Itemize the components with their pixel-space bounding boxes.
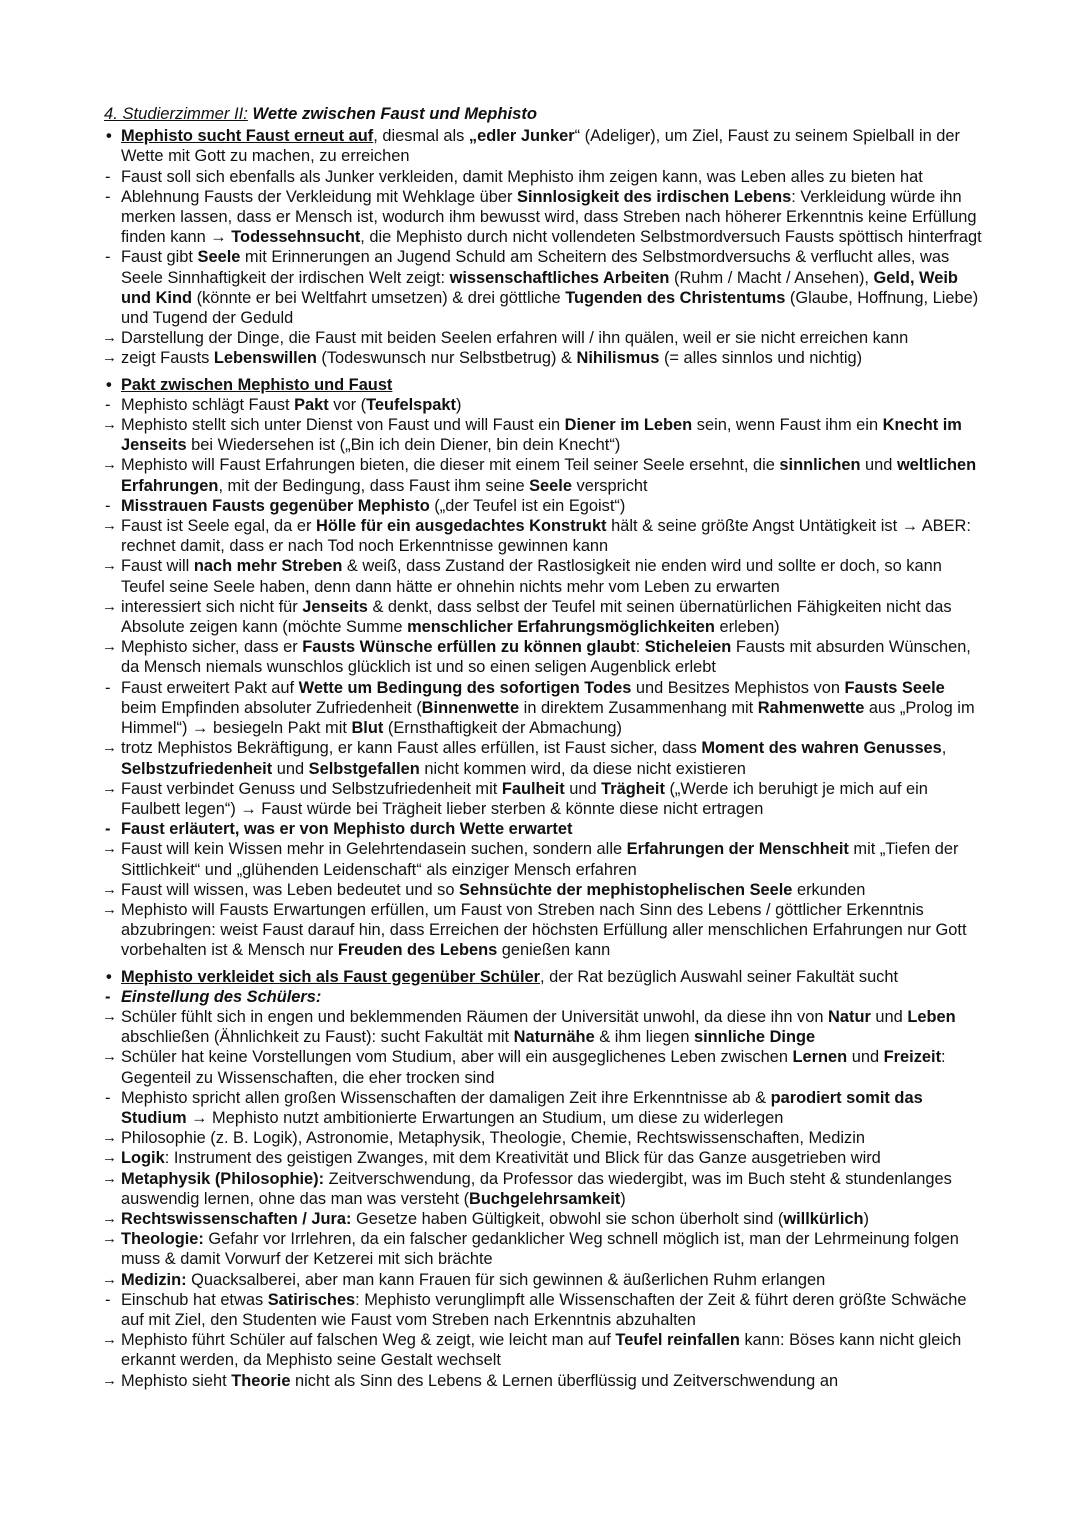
note-keyword: Seele bbox=[529, 476, 572, 495]
note-line bbox=[104, 1047, 984, 1087]
note-keyword: Freizeit bbox=[883, 1048, 942, 1067]
note-text: Gesetze haben Gültigkeit, obwohl sie schon überholt sind ( bbox=[351, 1209, 784, 1228]
note-text: Ablehnung Fausts der Verkleidung mit Wehklage über bbox=[121, 187, 518, 206]
note-keyword: Sinnlosigkeit des irdischen Lebens bbox=[517, 187, 792, 206]
note-keyword: Theologie: bbox=[121, 1230, 204, 1249]
note-text: , bbox=[941, 739, 947, 758]
note-line bbox=[104, 738, 984, 778]
note-keyword: Satirisches bbox=[267, 1290, 356, 1309]
note-text: Gefahr vor Irrlehren, da ein falscher gedanklicher Weg schnell möglich ist, man der Lehrmeinung folgen muss & damit Vorwurf der Ketzerei mit sich brächte bbox=[121, 1230, 959, 1269]
note-text: , mit der Bedingung, dass Faust ihm seine bbox=[218, 476, 530, 495]
note-line bbox=[104, 1007, 984, 1047]
note-text: und Besitzes Mephistos von bbox=[631, 678, 845, 697]
note-line bbox=[104, 779, 984, 819]
note-line bbox=[104, 516, 984, 556]
note-line bbox=[104, 1270, 984, 1290]
arrow-right-icon: → bbox=[102, 1007, 117, 1025]
note-keyword: Faust erläutert, was er von Mephisto durch Wette erwartet bbox=[121, 820, 573, 839]
note-text: Faust verbindet Genuss und Selbstzufriedenheit mit bbox=[121, 779, 502, 798]
note-keyword: Freuden des Lebens bbox=[337, 941, 498, 960]
note-text: , diesmal als bbox=[373, 127, 469, 146]
note-text: , die Mephisto durch nicht vollendeten Selbstmordversuch Fausts spöttisch hinterfragt bbox=[360, 228, 982, 247]
note-text: mit Erinnerungen an Jugend Schuld am Scheitern des Selbstmordversuchs & verflucht alles, was Seele Sinnhaftigkeit der irdischen Welt zeigt: bbox=[121, 248, 950, 287]
arrow-right-icon: → bbox=[102, 349, 117, 367]
note-text: hält & seine größte Angst Untätigkeit ist → ABER: rechnet damit, dass er nach Tod noch Erkenntnisse gewinnen kann bbox=[121, 517, 971, 556]
note-text: Mephisto sieht bbox=[121, 1371, 232, 1390]
note-text: und bbox=[564, 779, 602, 798]
note-keyword: Fausts Wünsche erfüllen zu können glaubt bbox=[302, 638, 636, 657]
note-keyword: Faulheit bbox=[501, 779, 565, 798]
note-keyword: Pakt zwischen Mephisto und Faust bbox=[121, 375, 393, 394]
note-line bbox=[104, 395, 984, 415]
note-keyword: Theorie bbox=[231, 1371, 291, 1390]
note-text: (Todeswunsch nur Selbstbetrug) & bbox=[316, 349, 577, 368]
note-text: sein, wenn Faust ihm ein bbox=[692, 416, 883, 435]
section-title-main: Wette zwischen Faust und Mephisto bbox=[247, 104, 538, 123]
note-keyword: Leben bbox=[907, 1007, 956, 1026]
note-keyword: Sticheleien bbox=[644, 638, 732, 657]
bullet-dash-icon: - bbox=[105, 167, 111, 186]
note-text: & weiß, dass Zustand der Rastlosigkeit nie enden wird und sollte er doch, so kann Teufel seine Seele haben, denn dann hätte er ohnehin nichts mehr vom Leben zu erwarten bbox=[121, 557, 942, 596]
arrow-right-icon: → bbox=[102, 1169, 117, 1187]
note-text: : Gegenteil zu Wissenschaften, die eher trocken sind bbox=[121, 1048, 946, 1087]
note-text: Schüler hat keine Vorstellungen vom Studium, aber will ein ausgeglichenes Leben zwischen bbox=[121, 1048, 793, 1067]
note-keyword: Mephisto sucht Faust erneut auf bbox=[121, 127, 374, 146]
note-keyword: Selbstzufriedenheit bbox=[121, 759, 273, 778]
arrow-right-icon: → bbox=[102, 517, 117, 535]
note-text: Faust gibt bbox=[121, 248, 198, 267]
note-text: (Ernsthaftigkeit der Abmachung) bbox=[383, 719, 623, 738]
note-text: und bbox=[847, 1048, 884, 1067]
note-keyword: Blut bbox=[351, 719, 384, 738]
note-keyword: Nihilismus bbox=[576, 349, 660, 368]
note-keyword: menschlicher Erfahrungsmöglichkeiten bbox=[407, 618, 715, 637]
note-line bbox=[104, 637, 984, 677]
note-text: („der Teufel ist ein Egoist“) bbox=[429, 496, 626, 515]
note-text: trotz Mephistos Bekräftigung, er kann Faust alles erfüllen, ist Faust sicher, dass bbox=[121, 739, 702, 758]
note-text: Faust will bbox=[121, 557, 194, 576]
note-text: Schüler fühlt sich in engen und beklemmenden Räumen der Universität unwohl, da diese ihn von bbox=[121, 1007, 829, 1026]
note-keyword: Misstrauen Fausts gegenüber Mephisto bbox=[121, 496, 430, 515]
bullet-dash-icon: - bbox=[105, 820, 111, 839]
bullet-dash-icon: - bbox=[105, 678, 111, 697]
note-text: Faust ist Seele egal, da er bbox=[121, 517, 316, 536]
bullet-dot-icon: • bbox=[106, 127, 112, 146]
note-text: → Mephisto nutzt ambitionierte Erwartungen an Studium, um diese zu widerlegen bbox=[186, 1108, 784, 1127]
note-line bbox=[104, 678, 984, 739]
note-text: aus „Prolog im Himmel“) → besiegeln Pakt mit bbox=[121, 698, 975, 738]
note-line bbox=[104, 1169, 984, 1209]
note-text: : Mephisto verunglimpft alle Wissenschaften der Zeit & führt deren größte Schwäche auf mit Ziel, den Studenten wie Faust vom Streben nach Erkenntnis abzuhalten bbox=[121, 1290, 967, 1329]
arrow-right-icon: → bbox=[102, 1331, 117, 1349]
note-text: nicht kommen wird, da diese nicht existieren bbox=[419, 759, 746, 778]
note-line bbox=[104, 1229, 984, 1269]
note-keyword: Binnenwette bbox=[421, 698, 520, 717]
note-keyword: Sehnsüchte der mephistophelischen Seele bbox=[459, 880, 793, 899]
note-keyword: Logik bbox=[121, 1149, 165, 1168]
note-text: (Glaube, Hoffnung, Liebe) und Tugend der Geduld bbox=[121, 288, 979, 328]
arrow-right-icon: → bbox=[102, 1149, 117, 1167]
note-line bbox=[104, 1290, 984, 1330]
note-keyword: Rahmenwette bbox=[757, 698, 865, 717]
bullet-dot-icon: • bbox=[106, 375, 112, 394]
arrow-right-icon: → bbox=[102, 1270, 117, 1288]
arrow-right-icon: → bbox=[102, 329, 117, 347]
note-line bbox=[104, 1371, 984, 1391]
note-text: Darstellung der Dinge, die Faust mit beiden Seelen erfahren will / ihn quälen, weil er sie nicht erreichen kann bbox=[121, 329, 909, 348]
note-keyword: Selbstgefallen bbox=[308, 759, 420, 778]
note-keyword: Teufelspakt bbox=[366, 395, 456, 414]
note-line bbox=[104, 1148, 984, 1168]
arrow-right-icon: → bbox=[102, 1230, 117, 1248]
note-line bbox=[104, 880, 984, 900]
note-keyword: Teufel reinfallen bbox=[615, 1331, 740, 1350]
note-keyword: Rechtswissenschaften / Jura: bbox=[121, 1209, 352, 1228]
note-keyword: Todessehnsucht bbox=[231, 228, 361, 247]
bullet-dash-icon: - bbox=[105, 1088, 111, 1107]
note-text: Mephisto schlägt Faust bbox=[121, 395, 295, 414]
bullet-dash-icon: - bbox=[105, 1290, 111, 1309]
note-text: Faust will kein Wissen mehr in Gelehrtendasein suchen, sondern alle bbox=[121, 840, 627, 859]
note-keyword: Geld, Weib und Kind bbox=[121, 268, 958, 307]
arrow-right-icon: → bbox=[102, 1371, 117, 1389]
note-line bbox=[104, 126, 984, 166]
arrow-right-icon: → bbox=[102, 1209, 117, 1227]
note-text: erleben) bbox=[714, 618, 780, 637]
note-text: Mephisto spricht allen großen Wissenschaften der damaligen Zeit ihre Erkenntnisse ab & bbox=[121, 1088, 771, 1107]
note-line bbox=[104, 1330, 984, 1370]
note-keyword: Einstellung des Schülers: bbox=[121, 987, 322, 1006]
note-text: interessiert sich nicht für bbox=[121, 597, 303, 616]
note-text: und bbox=[870, 1007, 908, 1026]
note-text: Einschub hat etwas bbox=[121, 1290, 268, 1309]
note-keyword: Moment des wahren Genusses bbox=[701, 739, 942, 758]
note-text: zeigt Fausts bbox=[121, 349, 214, 368]
note-keyword: Naturnähe bbox=[513, 1028, 595, 1047]
note-text: ) bbox=[455, 395, 462, 414]
note-text: vor ( bbox=[328, 395, 367, 414]
bullet-dash-icon: - bbox=[105, 987, 111, 1006]
note-line bbox=[104, 967, 984, 987]
note-text: (Ruhm / Macht / Ansehen), bbox=[669, 268, 874, 287]
note-keyword: Tugenden des Christentums bbox=[565, 288, 786, 307]
note-text: & ihm liegen bbox=[594, 1028, 694, 1047]
arrow-right-icon: → bbox=[102, 416, 117, 434]
note-keyword: Fausts Seele bbox=[844, 678, 945, 697]
note-text: abschließen (Ähnlichkeit zu Faust): sucht Fakultät mit bbox=[121, 1028, 514, 1047]
section-title-prefix: 4. Studierzimmer II: bbox=[104, 104, 248, 123]
bullet-dot-icon: • bbox=[106, 967, 112, 986]
note-text: genießen kann bbox=[497, 941, 611, 960]
note-text: verspricht bbox=[571, 476, 648, 495]
note-text: “ (Adeliger), um Ziel, Faust zu seinem Spielball in der Wette mit Gott zu machen, zu erreichen bbox=[121, 127, 960, 166]
note-line bbox=[104, 556, 984, 596]
note-line bbox=[104, 839, 984, 879]
note-keyword: Hölle für ein ausgedachtes Konstrukt bbox=[315, 517, 607, 536]
arrow-right-icon: → bbox=[102, 900, 117, 918]
note-text: nicht als Sinn des Lebens & Lernen überflüssig und Zeitverschwendung an bbox=[290, 1371, 839, 1390]
note-keyword: Buchgelehrsamkeit bbox=[469, 1189, 621, 1208]
note-text: Faust erweitert Pakt auf bbox=[121, 678, 299, 697]
note-text: Mephisto will Faust Erfahrungen bieten, die dieser mit einem Teil seiner Seele ersehnt, die bbox=[121, 456, 780, 475]
note-text: Quacksalberei, aber man kann Frauen für sich gewinnen & äußerlichen Ruhm erlangen bbox=[186, 1270, 826, 1289]
note-text: kann: Böses kann nicht gleich erkannt werden, da Mephisto seine Gestalt wechselt bbox=[121, 1331, 962, 1370]
note-line bbox=[104, 987, 984, 1007]
note-line bbox=[104, 819, 984, 839]
note-line bbox=[104, 247, 984, 328]
note-keyword: Trägheit bbox=[601, 779, 665, 798]
note-keyword: Mephisto verkleidet sich als Faust gegenüber Schüler bbox=[121, 967, 540, 986]
note-line bbox=[104, 496, 984, 516]
note-text: : Verkleidung würde ihn merken lassen, dass er Mensch ist, wodurch ihm bewusst wird, dass Streben nach höherer Erkenntnis keine Erfüllung finden kann → bbox=[121, 187, 977, 247]
note-keyword: Erfahrungen der Menschheit bbox=[626, 840, 849, 859]
note-text: in direktem Zusammenhang mit bbox=[519, 698, 758, 717]
arrow-right-icon: → bbox=[102, 638, 117, 656]
arrow-right-icon: → bbox=[102, 1048, 117, 1066]
note-text: bei Wiedersehen ist („Bin ich dein Diener, bin dein Knecht“) bbox=[186, 436, 621, 455]
bullet-dash-icon: - bbox=[105, 395, 111, 414]
note-lines bbox=[104, 126, 984, 1391]
note-keyword: Medizin: bbox=[121, 1270, 187, 1289]
note-text: : Instrument des geistigen Zwanges, mit dem Kreativität und Blick für das Ganze ausgetrieben wird bbox=[164, 1149, 881, 1168]
note-line bbox=[104, 1088, 984, 1128]
note-keyword: willkürlich bbox=[783, 1209, 864, 1228]
bullet-dash-icon: - bbox=[105, 187, 111, 206]
arrow-right-icon: → bbox=[102, 880, 117, 898]
note-keyword: Jenseits bbox=[302, 597, 368, 616]
note-text: : bbox=[635, 638, 645, 657]
note-text: ) bbox=[620, 1189, 626, 1208]
note-line bbox=[104, 1128, 984, 1148]
arrow-right-icon: → bbox=[102, 1129, 117, 1147]
note-keyword: Lebenswillen bbox=[213, 349, 317, 368]
note-line bbox=[104, 455, 984, 495]
note-keyword: Lernen bbox=[792, 1048, 848, 1067]
note-line bbox=[104, 1209, 984, 1229]
arrow-right-icon: → bbox=[102, 557, 117, 575]
note-keyword: „edler Junker bbox=[468, 127, 575, 146]
note-keyword: parodiert somit das Studium bbox=[121, 1088, 923, 1127]
note-line bbox=[104, 348, 984, 368]
note-text: erkunden bbox=[792, 880, 866, 899]
note-text: und bbox=[860, 456, 897, 475]
note-text: („Werde ich beruhigt je mich auf ein Faulbett legen“) → Faust würde bei Trägheit lieber sterben & könnte diese nicht ertragen bbox=[121, 779, 928, 818]
notes-content bbox=[104, 104, 984, 1391]
note-keyword: wissenschaftliches Arbeiten bbox=[449, 268, 670, 287]
note-text: ) bbox=[863, 1209, 869, 1228]
note-line bbox=[104, 597, 984, 637]
note-text: Mephisto sicher, dass er bbox=[121, 638, 303, 657]
note-keyword: sinnliche Dinge bbox=[694, 1028, 816, 1047]
note-text: & denkt, dass selbst der Teufel mit seinen übernatürlichen Fähigkeiten nicht das Absolute zeigen kann (möchte Summe bbox=[121, 597, 952, 637]
note-keyword: nach mehr Streben bbox=[193, 557, 343, 576]
note-keyword: sinnlichen bbox=[779, 456, 861, 475]
note-text: Mephisto stellt sich unter Dienst von Faust und will Faust ein bbox=[121, 416, 565, 435]
note-line bbox=[104, 415, 984, 455]
bullet-dash-icon: - bbox=[105, 248, 111, 267]
note-text: beim Empfinden absoluter Zufriedenheit ( bbox=[121, 698, 422, 717]
note-keyword: Wette um Bedingung des sofortigen Todes bbox=[298, 678, 632, 697]
note-text: Zeitverschwendung, da Professor das wiedergibt, was im Buch steht & stundenlanges auswendig lernen, ohne das man was versteht ( bbox=[121, 1169, 952, 1208]
note-line bbox=[104, 328, 984, 348]
arrow-right-icon: → bbox=[102, 597, 117, 615]
arrow-right-icon: → bbox=[102, 739, 117, 757]
note-text: Faust soll sich ebenfalls als Junker verkleiden, damit Mephisto ihm zeigen kann, was Leben alles zu bieten hat bbox=[121, 167, 923, 186]
bullet-dash-icon: - bbox=[105, 496, 111, 515]
note-text: (könnte er bei Weltfahrt umsetzen) & drei göttliche bbox=[192, 288, 566, 307]
arrow-right-icon: → bbox=[102, 779, 117, 797]
note-line bbox=[104, 900, 984, 961]
arrow-right-icon: → bbox=[102, 456, 117, 474]
note-text: Mephisto führt Schüler auf falschen Weg & zeigt, wie leicht man auf bbox=[121, 1331, 616, 1350]
note-line bbox=[104, 187, 984, 248]
note-keyword: Pakt bbox=[294, 395, 329, 414]
note-text: mit „Tiefen der Sittlichkeit“ und „glühenden Leidenschaft“ als einziger Mensch erfahren bbox=[121, 840, 959, 879]
section-title bbox=[104, 104, 984, 124]
note-keyword: Metaphysik (Philosophie): bbox=[121, 1169, 325, 1188]
note-text: Mephisto will Fausts Erwartungen erfüllen, um Faust von Streben nach Sinn des Lebens / göttlicher Erkenntnis abzubringen: weist Faust darauf hin, dass Erreichen der höchsten Erfüllung aller menschlichen Erfahrungen nur Gott vorbehalten ist & Mensch nur bbox=[121, 900, 967, 960]
note-line bbox=[104, 375, 984, 395]
note-keyword: weltlichen Erfahrungen bbox=[121, 456, 977, 495]
note-text: Fausts mit absurden Wünschen, da Mensch niemals wunschlos glücklich ist und so einen seligen Augenblick erlebt bbox=[121, 638, 971, 677]
note-keyword: Natur bbox=[828, 1007, 871, 1026]
note-text: und bbox=[272, 759, 309, 778]
note-text: (= alles sinnlos und nichtig) bbox=[659, 349, 863, 368]
note-keyword: Seele bbox=[197, 248, 241, 267]
note-text: Philosophie (z. B. Logik), Astronomie, Metaphysik, Theologie, Chemie, Rechtswissenschaften, Medizin bbox=[121, 1129, 866, 1148]
note-text: , der Rat bezüglich Auswahl seiner Fakultät sucht bbox=[540, 967, 899, 986]
note-keyword: Knecht im Jenseits bbox=[121, 416, 962, 455]
note-keyword: Diener im Leben bbox=[564, 416, 693, 435]
note-line bbox=[104, 167, 984, 187]
arrow-right-icon: → bbox=[102, 840, 117, 858]
note-text: Faust will wissen, was Leben bedeutet und so bbox=[121, 880, 460, 899]
